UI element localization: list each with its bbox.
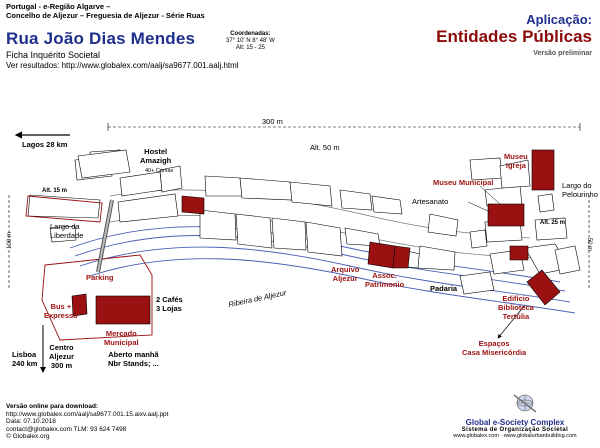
arquivo-building [368,242,395,268]
coords-altitude: Alt: 15 - 25 [235,45,265,51]
altitude-right-label: Alt. 25 m [540,220,566,226]
results-link[interactable]: Ver resultados: http://www.globalex.com/aalj/sa9677.001.aalj.html [6,61,239,70]
assoc-building [393,246,410,268]
footer-date: Data: 07.10.2018 [6,418,56,426]
largo-red-block [182,196,204,214]
lagos-label: Lagos 28 km [22,140,68,149]
mercado-label: Mercado Municipal [104,329,139,347]
footer-copyright: © Globalex.org [6,433,50,441]
scale-right-label: 50 m [586,237,593,252]
street-name-title: Rua João Dias Mendes [6,29,196,48]
org-name: Global e-Society Complex [465,418,565,427]
coords-value: 37° 10' N 8° 48' W [226,38,275,44]
footer-block [6,403,168,441]
museu-municipal-building [488,204,524,226]
museu-municipal-label: Museu Municipal [433,178,494,187]
cafes-label: 2 Cafés 3 Lojas [156,295,183,313]
padaria-label: Padaria [430,284,458,293]
hostel-sub-label: 40+ Camas [145,168,174,174]
download-link[interactable]: http://www.globalex.com/aalj/sa9677.001.15.aixv.aalj.ppt [6,410,169,418]
app-label: Aplicação: [526,12,592,27]
largo-pelourinho-label: Largo do Pelourinho [562,181,598,199]
assoc-label: Assoc. Patrimonio [365,271,405,289]
region-line: Portugal - e-Região Algarve – [6,2,111,11]
council-line: Concelho de Aljezur – Freguesia de Aljezur - Série Ruas [6,11,205,20]
scale-bar-top [108,123,580,131]
river-label: Ribeira de Aljezur [227,287,288,310]
download-label: Versão online para download: [6,403,99,410]
parking-label: Parking [86,273,114,282]
record-type: Ficha Inquérito Societal [6,50,101,60]
mercado-hours-label: Aberto manhã Nbr Stands; ... [108,350,159,368]
app-version: Versão preliminar [533,50,592,57]
footer-contact: contact@globalex.com TLM: 93 624 7498 [6,425,127,433]
bus-label: Bus + Expresso [44,302,78,320]
hostel-building [78,150,130,178]
org-block [440,418,590,439]
lisboa-label: Lisboa 240 km [12,350,38,368]
arquivo-label: Arquivo Aljezur [331,265,360,283]
museu-igreja-label: Museu Igreja [504,152,528,170]
app-name: Entidades Públicas [436,27,592,46]
centro-label: Centro Aljezur 300 m [49,343,75,370]
edificio-label: Edifício Biblioteca Tertúlia [498,294,534,321]
museu-igreja-building [532,150,554,190]
hostel-label: Hostel Amazigh [140,147,172,165]
artesanato-label: Artesanato [412,197,449,206]
altitude-main-label: Alt. 50 m [310,143,340,152]
mercado-building [96,296,150,324]
espacos-building [510,246,528,260]
scale-top-label: 300 m [262,117,283,126]
largo-liberdade-label: Largo da Liberdade [50,222,84,240]
org-sub: Sistema de Organização Societal [461,427,569,433]
org-url[interactable]: www.globalex.com · www.globalurbanbuilding.com [453,433,577,439]
altitude-left-label: Alt. 15 m [42,188,68,194]
globe-logo-icon [514,395,536,412]
scale-left-label: 100 m [6,232,13,249]
coords-title: Coordenadas: [230,31,271,37]
coordinates-block [226,31,275,52]
espacos-label: Espaços Casa Misericórdia [462,339,527,357]
